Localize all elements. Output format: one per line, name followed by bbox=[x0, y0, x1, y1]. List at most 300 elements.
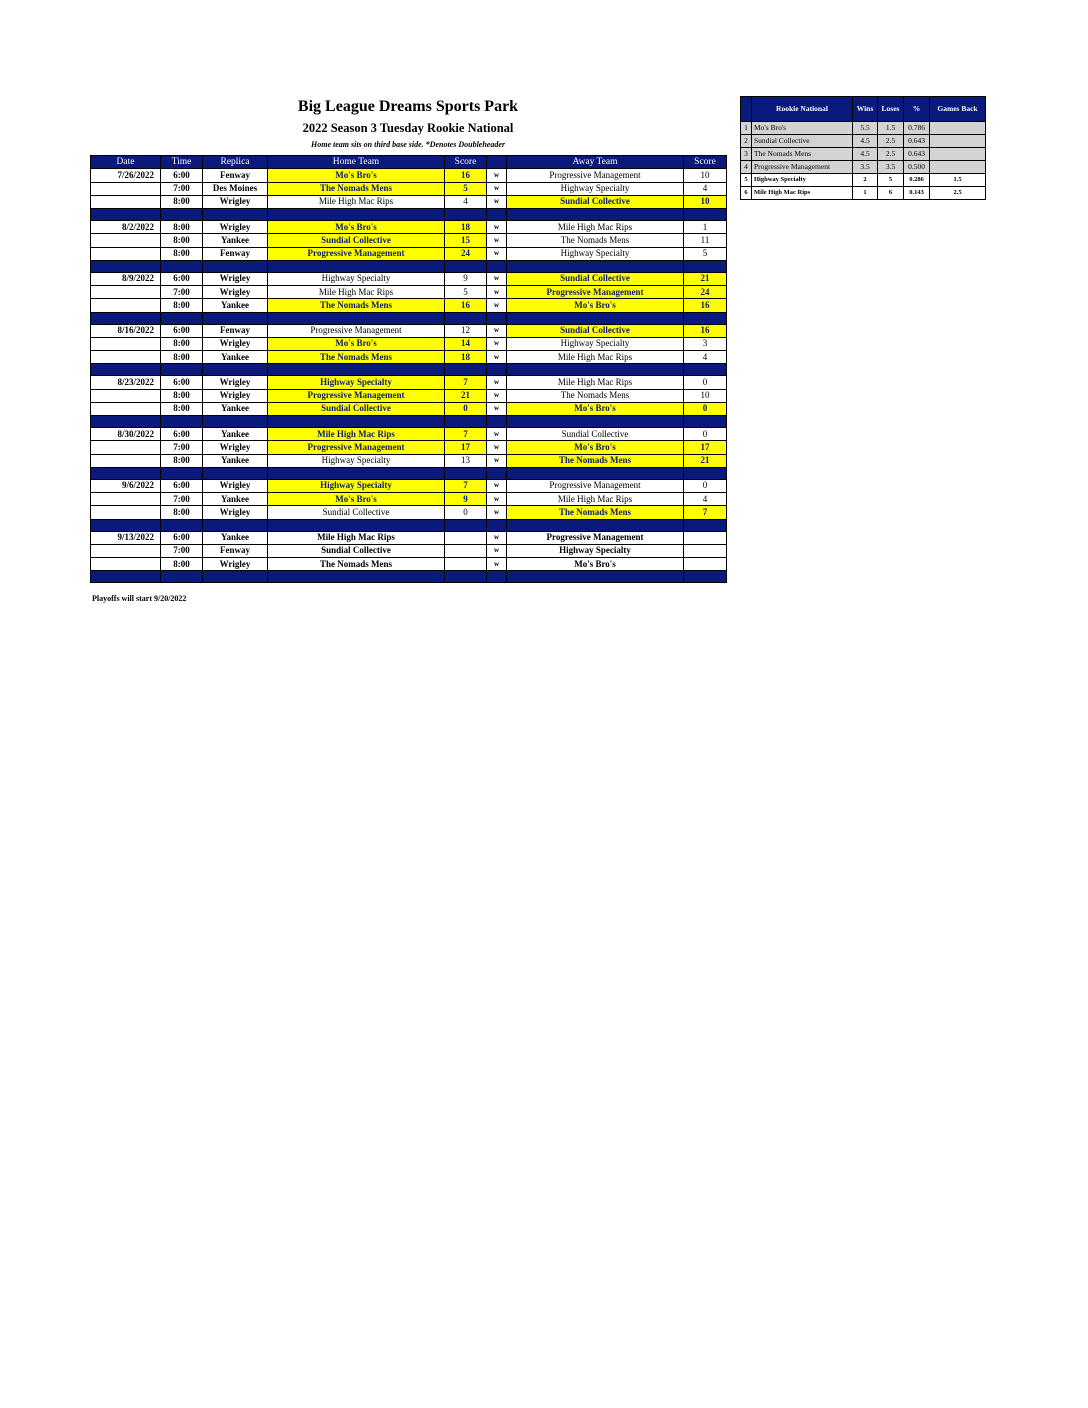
home-score: 17 bbox=[445, 441, 487, 454]
week-separator bbox=[91, 312, 727, 324]
game-row bbox=[91, 272, 727, 285]
game-date: 8/9/2022 bbox=[91, 272, 161, 285]
separator-cell bbox=[91, 571, 161, 583]
game-date: 7/26/2022 bbox=[91, 169, 161, 182]
game-row bbox=[91, 544, 727, 557]
week-separator bbox=[91, 519, 727, 531]
game-time: 8:00 bbox=[161, 247, 203, 260]
home-team: Sundial Collective bbox=[268, 234, 445, 247]
away-score: 16 bbox=[684, 299, 727, 312]
away-team: Mile High Mac Rips bbox=[507, 376, 684, 389]
separator-cell bbox=[507, 519, 684, 531]
away-score: 11 bbox=[684, 234, 727, 247]
separator-cell bbox=[203, 364, 268, 376]
game-replica: Yankee bbox=[203, 402, 268, 415]
standings-row bbox=[741, 187, 986, 200]
home-score: 9 bbox=[445, 493, 487, 506]
col-away-score: Score bbox=[684, 156, 727, 169]
schedule-table bbox=[90, 155, 727, 583]
separator-cell bbox=[684, 571, 727, 583]
away-score: 10 bbox=[684, 169, 727, 182]
game-row bbox=[91, 558, 727, 571]
standings-team: Progressive Management bbox=[752, 161, 853, 174]
home-score: 12 bbox=[445, 324, 487, 337]
standings-table bbox=[740, 96, 986, 200]
home-team: Mo's Bro's bbox=[268, 221, 445, 234]
standings-wins: 4.5 bbox=[853, 148, 878, 161]
vs-marker: w bbox=[487, 454, 507, 467]
separator-cell bbox=[507, 364, 684, 376]
standings-games-back bbox=[930, 135, 986, 148]
away-team: Sundial Collective bbox=[507, 272, 684, 285]
standings-games-back: 2.5 bbox=[930, 187, 986, 200]
playoffs-note: Playoffs will start 9/20/2022 bbox=[92, 594, 187, 603]
home-team: Mo's Bro's bbox=[268, 169, 445, 182]
home-score bbox=[445, 531, 487, 544]
standings-loses: 5 bbox=[878, 174, 904, 187]
game-replica: Fenway bbox=[203, 544, 268, 557]
game-time: 8:00 bbox=[161, 389, 203, 402]
separator-cell bbox=[161, 312, 203, 324]
separator-cell bbox=[507, 260, 684, 272]
vs-marker: w bbox=[487, 169, 507, 182]
standings-team: The Nomads Mens bbox=[752, 148, 853, 161]
separator-cell bbox=[445, 209, 487, 221]
home-score: 16 bbox=[445, 299, 487, 312]
home-score: 7 bbox=[445, 428, 487, 441]
away-score: 4 bbox=[684, 351, 727, 364]
separator-cell bbox=[487, 364, 507, 376]
game-replica: Fenway bbox=[203, 324, 268, 337]
away-score: 1 bbox=[684, 221, 727, 234]
away-team: The Nomads Mens bbox=[507, 389, 684, 402]
home-team: Highway Specialty bbox=[268, 454, 445, 467]
week-separator bbox=[91, 364, 727, 376]
game-row bbox=[91, 454, 727, 467]
away-score: 5 bbox=[684, 247, 727, 260]
game-date bbox=[91, 506, 161, 519]
away-team: The Nomads Mens bbox=[507, 234, 684, 247]
home-team: Sundial Collective bbox=[268, 506, 445, 519]
standings-col-rank bbox=[741, 97, 752, 122]
game-replica: Wrigley bbox=[203, 558, 268, 571]
game-replica: Fenway bbox=[203, 247, 268, 260]
game-row bbox=[91, 247, 727, 260]
separator-cell bbox=[91, 416, 161, 428]
game-replica: Yankee bbox=[203, 299, 268, 312]
separator-cell bbox=[507, 571, 684, 583]
separator-cell bbox=[161, 260, 203, 272]
away-score bbox=[684, 544, 727, 557]
away-team: Sundial Collective bbox=[507, 428, 684, 441]
home-team: Mile High Mac Rips bbox=[268, 531, 445, 544]
home-score: 15 bbox=[445, 234, 487, 247]
home-score: 13 bbox=[445, 454, 487, 467]
home-score: 21 bbox=[445, 389, 487, 402]
separator-cell bbox=[203, 519, 268, 531]
separator-cell bbox=[445, 260, 487, 272]
home-score bbox=[445, 558, 487, 571]
game-time: 6:00 bbox=[161, 376, 203, 389]
separator-cell bbox=[268, 364, 445, 376]
game-time: 8:00 bbox=[161, 506, 203, 519]
home-score bbox=[445, 544, 487, 557]
home-team: Progressive Management bbox=[268, 441, 445, 454]
standings-team: Mile High Mac Rips bbox=[752, 187, 853, 200]
away-team: Mile High Mac Rips bbox=[507, 493, 684, 506]
separator-cell bbox=[161, 467, 203, 479]
col-vs bbox=[487, 156, 507, 169]
game-replica: Wrigley bbox=[203, 376, 268, 389]
game-date bbox=[91, 441, 161, 454]
game-date bbox=[91, 234, 161, 247]
standings-wins: 2 bbox=[853, 174, 878, 187]
away-score: 16 bbox=[684, 324, 727, 337]
game-date: 8/2/2022 bbox=[91, 221, 161, 234]
separator-cell bbox=[507, 416, 684, 428]
game-time: 7:00 bbox=[161, 286, 203, 299]
game-date: 8/16/2022 bbox=[91, 324, 161, 337]
game-replica: Des Moines bbox=[203, 182, 268, 195]
game-date bbox=[91, 195, 161, 208]
game-replica: Wrigley bbox=[203, 286, 268, 299]
game-row bbox=[91, 221, 727, 234]
away-team: Highway Specialty bbox=[507, 247, 684, 260]
game-date bbox=[91, 299, 161, 312]
standings-pct: 0.286 bbox=[904, 174, 930, 187]
separator-cell bbox=[684, 467, 727, 479]
separator-cell bbox=[203, 312, 268, 324]
game-time: 8:00 bbox=[161, 195, 203, 208]
game-row bbox=[91, 234, 727, 247]
home-team: The Nomads Mens bbox=[268, 299, 445, 312]
standings-col-pct: % bbox=[904, 97, 930, 122]
game-replica: Wrigley bbox=[203, 506, 268, 519]
away-score: 0 bbox=[684, 376, 727, 389]
separator-cell bbox=[268, 467, 445, 479]
vs-marker: w bbox=[487, 337, 507, 350]
away-team: Sundial Collective bbox=[507, 195, 684, 208]
game-row bbox=[91, 479, 727, 492]
standings-loses: 2.5 bbox=[878, 148, 904, 161]
game-row bbox=[91, 324, 727, 337]
game-date bbox=[91, 544, 161, 557]
separator-cell bbox=[507, 209, 684, 221]
game-time: 6:00 bbox=[161, 272, 203, 285]
game-time: 7:00 bbox=[161, 544, 203, 557]
separator-cell bbox=[203, 260, 268, 272]
game-date bbox=[91, 286, 161, 299]
separator-cell bbox=[487, 416, 507, 428]
separator-cell bbox=[203, 467, 268, 479]
vs-marker: w bbox=[487, 544, 507, 557]
separator-cell bbox=[487, 519, 507, 531]
away-score: 21 bbox=[684, 272, 727, 285]
separator-cell bbox=[487, 312, 507, 324]
separator-cell bbox=[268, 260, 445, 272]
home-score: 14 bbox=[445, 337, 487, 350]
col-time: Time bbox=[161, 156, 203, 169]
game-time: 8:00 bbox=[161, 234, 203, 247]
standings-wins: 4.5 bbox=[853, 135, 878, 148]
away-team: Progressive Management bbox=[507, 286, 684, 299]
col-replica: Replica bbox=[203, 156, 268, 169]
vs-marker: w bbox=[487, 389, 507, 402]
separator-cell bbox=[91, 519, 161, 531]
game-row bbox=[91, 337, 727, 350]
away-team: Progressive Management bbox=[507, 479, 684, 492]
vs-marker: w bbox=[487, 506, 507, 519]
standings-col-loses: Loses bbox=[878, 97, 904, 122]
game-row bbox=[91, 169, 727, 182]
separator-cell bbox=[91, 364, 161, 376]
away-score: 0 bbox=[684, 479, 727, 492]
separator-cell bbox=[161, 571, 203, 583]
game-date bbox=[91, 337, 161, 350]
vs-marker: w bbox=[487, 195, 507, 208]
vs-marker: w bbox=[487, 428, 507, 441]
vs-marker: w bbox=[487, 221, 507, 234]
game-row bbox=[91, 299, 727, 312]
standings-loses: 1.5 bbox=[878, 122, 904, 135]
separator-cell bbox=[268, 519, 445, 531]
away-team: Highway Specialty bbox=[507, 182, 684, 195]
col-home-score: Score bbox=[445, 156, 487, 169]
home-team: The Nomads Mens bbox=[268, 351, 445, 364]
vs-marker: w bbox=[487, 247, 507, 260]
week-separator bbox=[91, 416, 727, 428]
standings-games-back bbox=[930, 122, 986, 135]
standings-pct: 0.500 bbox=[904, 161, 930, 174]
vs-marker: w bbox=[487, 376, 507, 389]
away-score: 10 bbox=[684, 389, 727, 402]
standings-team: Mo's Bro's bbox=[752, 122, 853, 135]
separator-cell bbox=[161, 364, 203, 376]
game-replica: Yankee bbox=[203, 531, 268, 544]
away-team: Progressive Management bbox=[507, 169, 684, 182]
game-time: 7:00 bbox=[161, 441, 203, 454]
away-score bbox=[684, 531, 727, 544]
standings-row bbox=[741, 122, 986, 135]
game-time: 8:00 bbox=[161, 558, 203, 571]
away-team: Progressive Management bbox=[507, 531, 684, 544]
home-score: 18 bbox=[445, 351, 487, 364]
game-time: 8:00 bbox=[161, 337, 203, 350]
standings-rank: 4 bbox=[741, 161, 752, 174]
game-time: 7:00 bbox=[161, 493, 203, 506]
standings-rank: 1 bbox=[741, 122, 752, 135]
game-time: 6:00 bbox=[161, 169, 203, 182]
separator-cell bbox=[487, 571, 507, 583]
home-team: Mile High Mac Rips bbox=[268, 428, 445, 441]
page-title: Big League Dreams Sports Park bbox=[297, 98, 519, 115]
game-row bbox=[91, 195, 727, 208]
separator-cell bbox=[445, 416, 487, 428]
standings-col-division: Rookie National bbox=[752, 97, 853, 122]
separator-cell bbox=[203, 416, 268, 428]
game-row bbox=[91, 351, 727, 364]
separator-cell bbox=[684, 416, 727, 428]
separator-cell bbox=[161, 519, 203, 531]
away-team: Mo's Bro's bbox=[507, 299, 684, 312]
vs-marker: w bbox=[487, 351, 507, 364]
away-score bbox=[684, 558, 727, 571]
home-team: The Nomads Mens bbox=[268, 558, 445, 571]
vs-marker: w bbox=[487, 286, 507, 299]
home-score: 24 bbox=[445, 247, 487, 260]
week-separator bbox=[91, 260, 727, 272]
game-time: 8:00 bbox=[161, 351, 203, 364]
separator-cell bbox=[91, 467, 161, 479]
game-row bbox=[91, 376, 727, 389]
home-team: Highway Specialty bbox=[268, 479, 445, 492]
home-team: Sundial Collective bbox=[268, 402, 445, 415]
standings-row bbox=[741, 135, 986, 148]
schedule-header-row bbox=[91, 156, 727, 169]
vs-marker: w bbox=[487, 441, 507, 454]
separator-cell bbox=[684, 209, 727, 221]
home-team: Progressive Management bbox=[268, 247, 445, 260]
home-team: Progressive Management bbox=[268, 389, 445, 402]
home-score: 7 bbox=[445, 479, 487, 492]
away-team: Mile High Mac Rips bbox=[507, 221, 684, 234]
standings-loses: 6 bbox=[878, 187, 904, 200]
page-note: Home team sits on third base side. *Denotes Doubleheader bbox=[311, 140, 505, 149]
game-time: 8:00 bbox=[161, 402, 203, 415]
game-date bbox=[91, 493, 161, 506]
away-team: Mo's Bro's bbox=[507, 402, 684, 415]
game-date bbox=[91, 351, 161, 364]
vs-marker: w bbox=[487, 479, 507, 492]
schedule-body bbox=[91, 169, 727, 583]
week-separator bbox=[91, 467, 727, 479]
standings-pct: 0.786 bbox=[904, 122, 930, 135]
standings-games-back: 1.5 bbox=[930, 174, 986, 187]
home-team: Progressive Management bbox=[268, 324, 445, 337]
standings-loses: 2.5 bbox=[878, 135, 904, 148]
away-team: Mile High Mac Rips bbox=[507, 351, 684, 364]
standings-col-wins: Wins bbox=[853, 97, 878, 122]
page-subtitle: 2022 Season 3 Tuesday Rookie National bbox=[302, 121, 514, 135]
standings-body bbox=[741, 122, 986, 200]
game-replica: Yankee bbox=[203, 454, 268, 467]
game-row bbox=[91, 428, 727, 441]
away-score: 17 bbox=[684, 441, 727, 454]
game-replica: Wrigley bbox=[203, 479, 268, 492]
home-team: Mo's Bro's bbox=[268, 337, 445, 350]
game-row bbox=[91, 506, 727, 519]
separator-cell bbox=[684, 260, 727, 272]
home-team: The Nomads Mens bbox=[268, 182, 445, 195]
col-home-team: Home Team bbox=[268, 156, 445, 169]
game-replica: Yankee bbox=[203, 351, 268, 364]
standings-team: Highway Specialty bbox=[752, 174, 853, 187]
away-score: 0 bbox=[684, 428, 727, 441]
separator-cell bbox=[268, 416, 445, 428]
away-score: 7 bbox=[684, 506, 727, 519]
game-row bbox=[91, 493, 727, 506]
game-time: 8:00 bbox=[161, 299, 203, 312]
separator-cell bbox=[507, 312, 684, 324]
separator-cell bbox=[487, 467, 507, 479]
away-score: 0 bbox=[684, 402, 727, 415]
standings-rank: 6 bbox=[741, 187, 752, 200]
vs-marker: w bbox=[487, 493, 507, 506]
game-date: 9/13/2022 bbox=[91, 531, 161, 544]
separator-cell bbox=[91, 260, 161, 272]
home-team: Mile High Mac Rips bbox=[268, 286, 445, 299]
vs-marker: w bbox=[487, 182, 507, 195]
game-time: 6:00 bbox=[161, 531, 203, 544]
game-time: 7:00 bbox=[161, 182, 203, 195]
home-score: 18 bbox=[445, 221, 487, 234]
away-team: Highway Specialty bbox=[507, 337, 684, 350]
home-score: 5 bbox=[445, 286, 487, 299]
home-score: 9 bbox=[445, 272, 487, 285]
vs-marker: w bbox=[487, 272, 507, 285]
game-time: 8:00 bbox=[161, 221, 203, 234]
separator-cell bbox=[161, 209, 203, 221]
week-separator bbox=[91, 209, 727, 221]
away-team: The Nomads Mens bbox=[507, 506, 684, 519]
standings-pct: 0.143 bbox=[904, 187, 930, 200]
away-score: 4 bbox=[684, 493, 727, 506]
game-row bbox=[91, 402, 727, 415]
standings-row bbox=[741, 174, 986, 187]
week-separator bbox=[91, 571, 727, 583]
vs-marker: w bbox=[487, 324, 507, 337]
separator-cell bbox=[91, 312, 161, 324]
standings-rank: 3 bbox=[741, 148, 752, 161]
game-date bbox=[91, 247, 161, 260]
game-date bbox=[91, 389, 161, 402]
standings-pct: 0.643 bbox=[904, 135, 930, 148]
standings-header-row bbox=[741, 97, 986, 122]
separator-cell bbox=[203, 571, 268, 583]
game-time: 6:00 bbox=[161, 324, 203, 337]
vs-marker: w bbox=[487, 402, 507, 415]
col-away-team: Away Team bbox=[507, 156, 684, 169]
away-team: Highway Specialty bbox=[507, 544, 684, 557]
standings-loses: 3.5 bbox=[878, 161, 904, 174]
away-team: The Nomads Mens bbox=[507, 454, 684, 467]
vs-marker: w bbox=[487, 531, 507, 544]
away-score: 3 bbox=[684, 337, 727, 350]
game-replica: Yankee bbox=[203, 428, 268, 441]
away-team: Sundial Collective bbox=[507, 324, 684, 337]
separator-cell bbox=[684, 519, 727, 531]
separator-cell bbox=[487, 260, 507, 272]
vs-marker: w bbox=[487, 299, 507, 312]
game-replica: Wrigley bbox=[203, 337, 268, 350]
game-row bbox=[91, 531, 727, 544]
vs-marker: w bbox=[487, 234, 507, 247]
game-replica: Wrigley bbox=[203, 441, 268, 454]
standings-wins: 1 bbox=[853, 187, 878, 200]
separator-cell bbox=[268, 571, 445, 583]
game-row bbox=[91, 441, 727, 454]
standings-team: Sundial Collective bbox=[752, 135, 853, 148]
separator-cell bbox=[445, 364, 487, 376]
game-date: 8/30/2022 bbox=[91, 428, 161, 441]
game-date bbox=[91, 402, 161, 415]
separator-cell bbox=[161, 416, 203, 428]
separator-cell bbox=[268, 209, 445, 221]
home-score: 5 bbox=[445, 182, 487, 195]
home-score: 16 bbox=[445, 169, 487, 182]
game-date bbox=[91, 558, 161, 571]
home-team: Mile High Mac Rips bbox=[268, 195, 445, 208]
